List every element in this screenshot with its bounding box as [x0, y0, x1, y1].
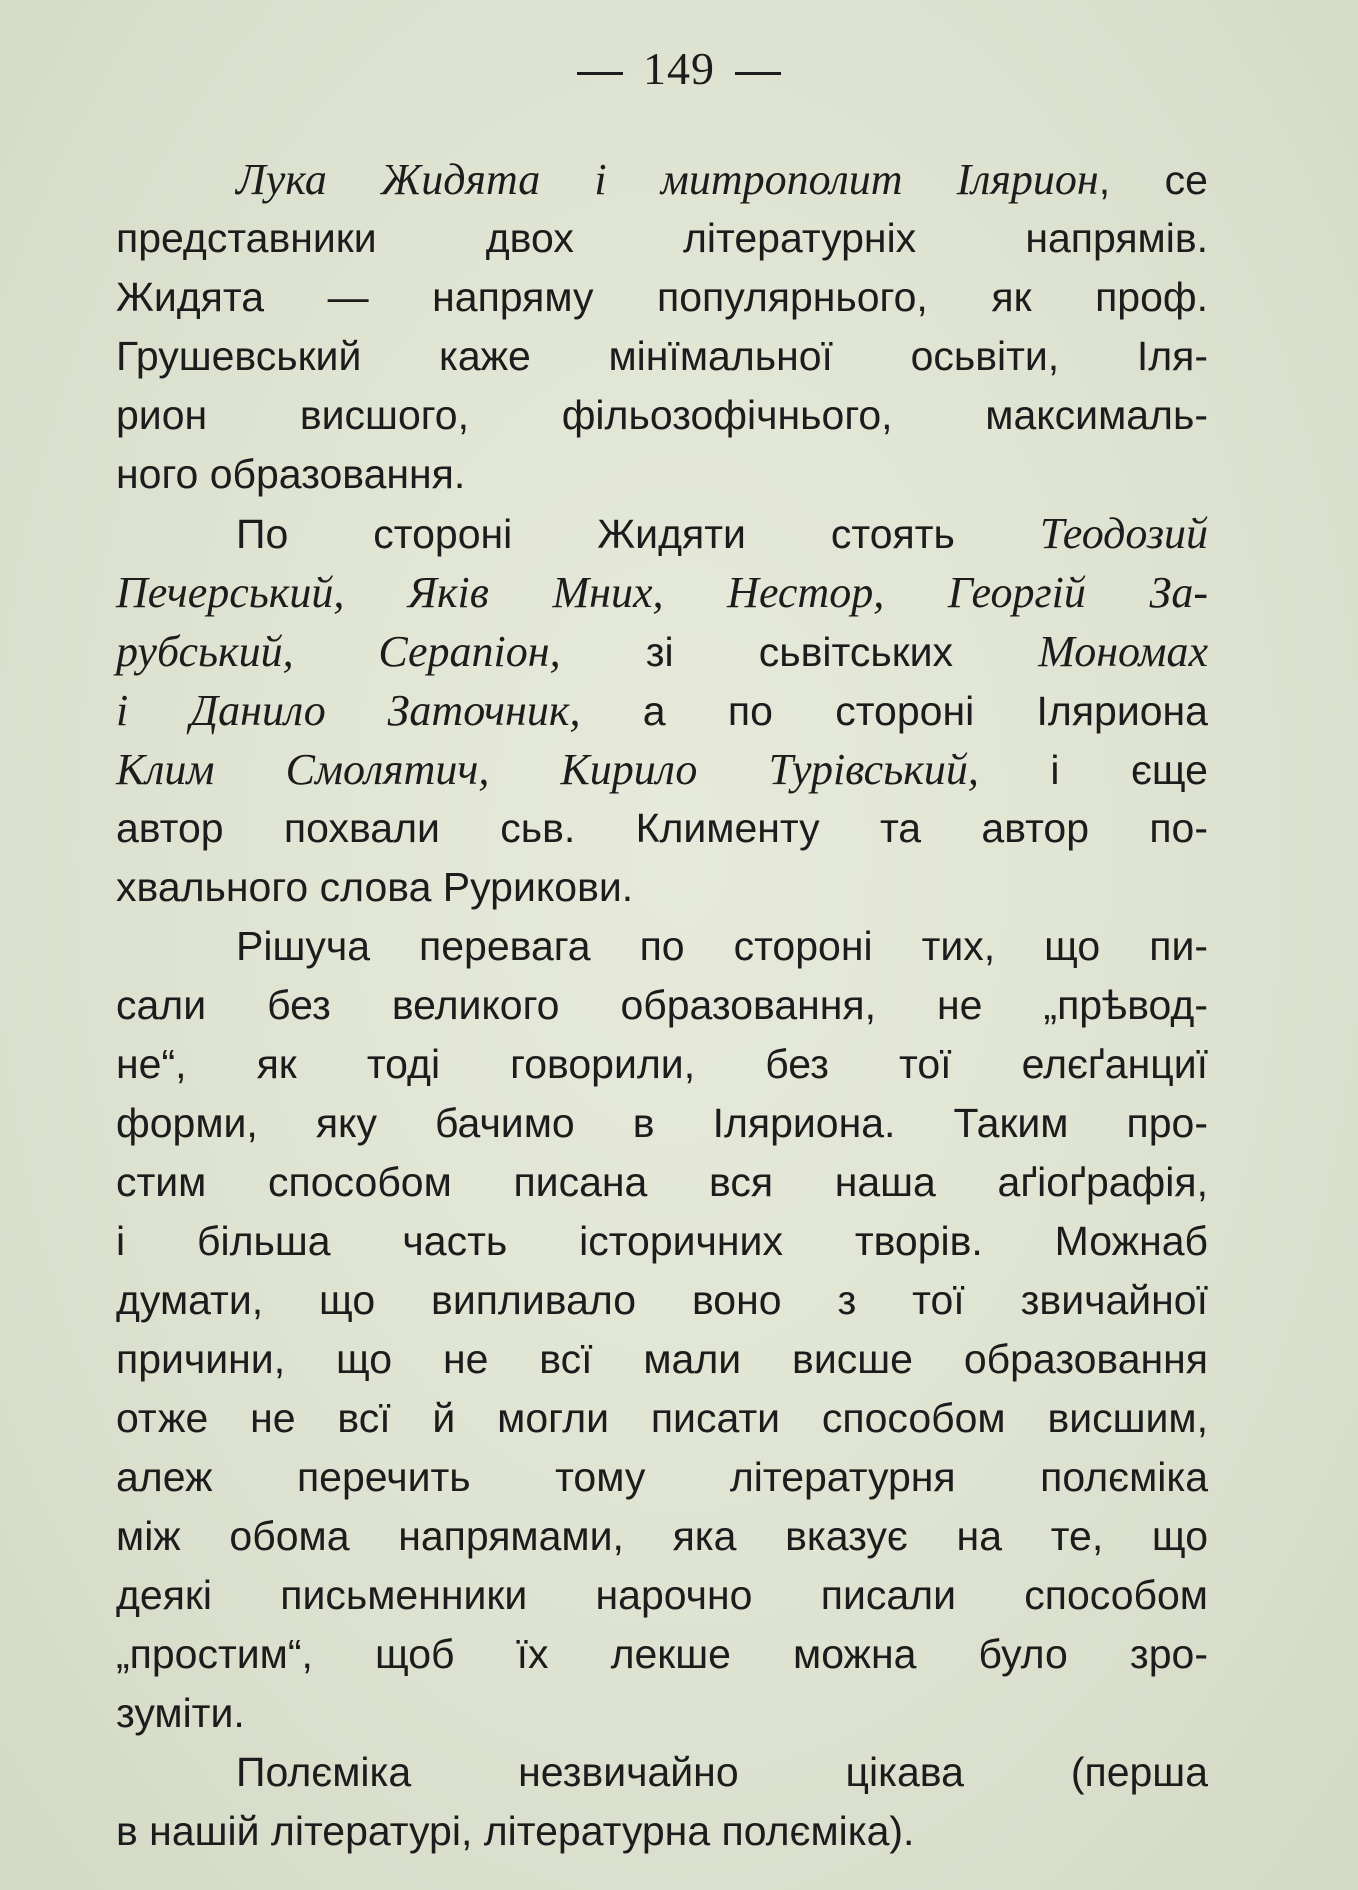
text-segment: в нашій літературі, літературна полєміка).	[116, 1808, 915, 1854]
page-number-text: 149	[643, 43, 715, 94]
italic-name-segment: Лука Жидята і митрополит Іляриoн	[236, 155, 1099, 204]
text-segment: рион висшого, фільозофічнього, максималь-	[116, 392, 1208, 438]
text-segment: ного образовання.	[116, 451, 466, 497]
text-line	[116, 1153, 1208, 1212]
text-line	[116, 1802, 1208, 1861]
text-line	[116, 1271, 1208, 1330]
text-line	[116, 622, 1208, 681]
text-segment: Грушевський каже мінїмальної осьвіти, Іля-	[116, 333, 1208, 379]
text-line	[116, 1507, 1208, 1566]
text-segment: Рішуча перевага по стороні тих, що пи-	[236, 923, 1208, 969]
text-segment: зуміти.	[116, 1690, 245, 1736]
text-segment: Жидята — напряму популярнього, як проф.	[116, 274, 1208, 320]
text-segment: між обома напрямами, яка вказує на те, що	[116, 1513, 1208, 1559]
italic-name-segment: Мономах	[1038, 627, 1208, 676]
text-line	[116, 740, 1208, 799]
text-segment: думати, що випливало воно з тої звичайної	[116, 1277, 1208, 1323]
text-line	[116, 1448, 1208, 1507]
page-number	[0, 42, 1358, 95]
text-segment: „простим“, щоб їх лекше можна було зро-	[116, 1631, 1208, 1677]
text-segment: деякі письменники нарочно писали способом	[116, 1572, 1208, 1618]
text-line	[116, 858, 1208, 917]
text-line	[116, 917, 1208, 976]
text-segment: алеж перечить тому літературня полєміка	[116, 1454, 1208, 1500]
text-line	[116, 799, 1208, 858]
italic-name-segment: і Данило Заточник,	[116, 686, 581, 735]
text-line	[116, 150, 1208, 209]
text-segment: , се	[1098, 157, 1208, 203]
text-line	[116, 327, 1208, 386]
text-line	[116, 1625, 1208, 1684]
text-line	[116, 1743, 1208, 1802]
text-segment: і єще	[978, 747, 1208, 793]
text-segment: причини, що не всї мали висше образовання	[116, 1336, 1208, 1382]
italic-name-segment: Печерський, Яків Мних, Нестор, Георгій За-	[116, 568, 1208, 617]
text-line	[116, 1094, 1208, 1153]
text-line	[116, 976, 1208, 1035]
text-segment: автор похвали сьв. Клименту та автор по-	[116, 805, 1208, 851]
text-line	[116, 563, 1208, 622]
text-segment: представники двох літературніх напрямів.	[116, 215, 1208, 261]
text-segment: По стороні Жидяти стоять	[236, 511, 1040, 557]
text-line	[116, 504, 1208, 563]
text-segment: форми, яку бачимо в Іляриона. Таким про-	[116, 1100, 1208, 1146]
text-line	[116, 681, 1208, 740]
text-line	[116, 1389, 1208, 1448]
text-line	[116, 268, 1208, 327]
text-line	[116, 209, 1208, 268]
text-line	[116, 1212, 1208, 1271]
text-segment: отже не всї й могли писати способом висшим,	[116, 1395, 1208, 1441]
text-segment: і більша часть історичних творів. Можнаб	[116, 1218, 1208, 1264]
text-segment: зі сьвітських	[560, 629, 1039, 675]
text-line	[116, 386, 1208, 445]
text-segment: а по стороні Іляриона	[580, 688, 1208, 734]
text-segment: Полєміка незвичайно цікава (перша	[236, 1749, 1208, 1795]
italic-name-segment: рубський, Серапіон,	[116, 627, 561, 676]
left-dash	[577, 72, 623, 75]
italic-name-segment: Теодозий	[1039, 509, 1208, 558]
text-segment: стим способом писана вся наша аґіоґрафія,	[116, 1159, 1208, 1205]
text-segment: сали без великого образовання, не „прѣвод-	[116, 982, 1208, 1028]
text-line	[116, 1330, 1208, 1389]
body-text	[116, 150, 1208, 1861]
text-segment: не“, як тоді говорили, без тої елєґанциї	[116, 1041, 1208, 1087]
italic-name-segment: Клим Смолятич, Кирило Турівський,	[116, 745, 979, 794]
text-line	[116, 445, 1208, 504]
text-line	[116, 1684, 1208, 1743]
text-line	[116, 1035, 1208, 1094]
right-dash	[735, 72, 781, 75]
text-line	[116, 1566, 1208, 1625]
text-segment: хвального слова Рурикови.	[116, 864, 634, 910]
